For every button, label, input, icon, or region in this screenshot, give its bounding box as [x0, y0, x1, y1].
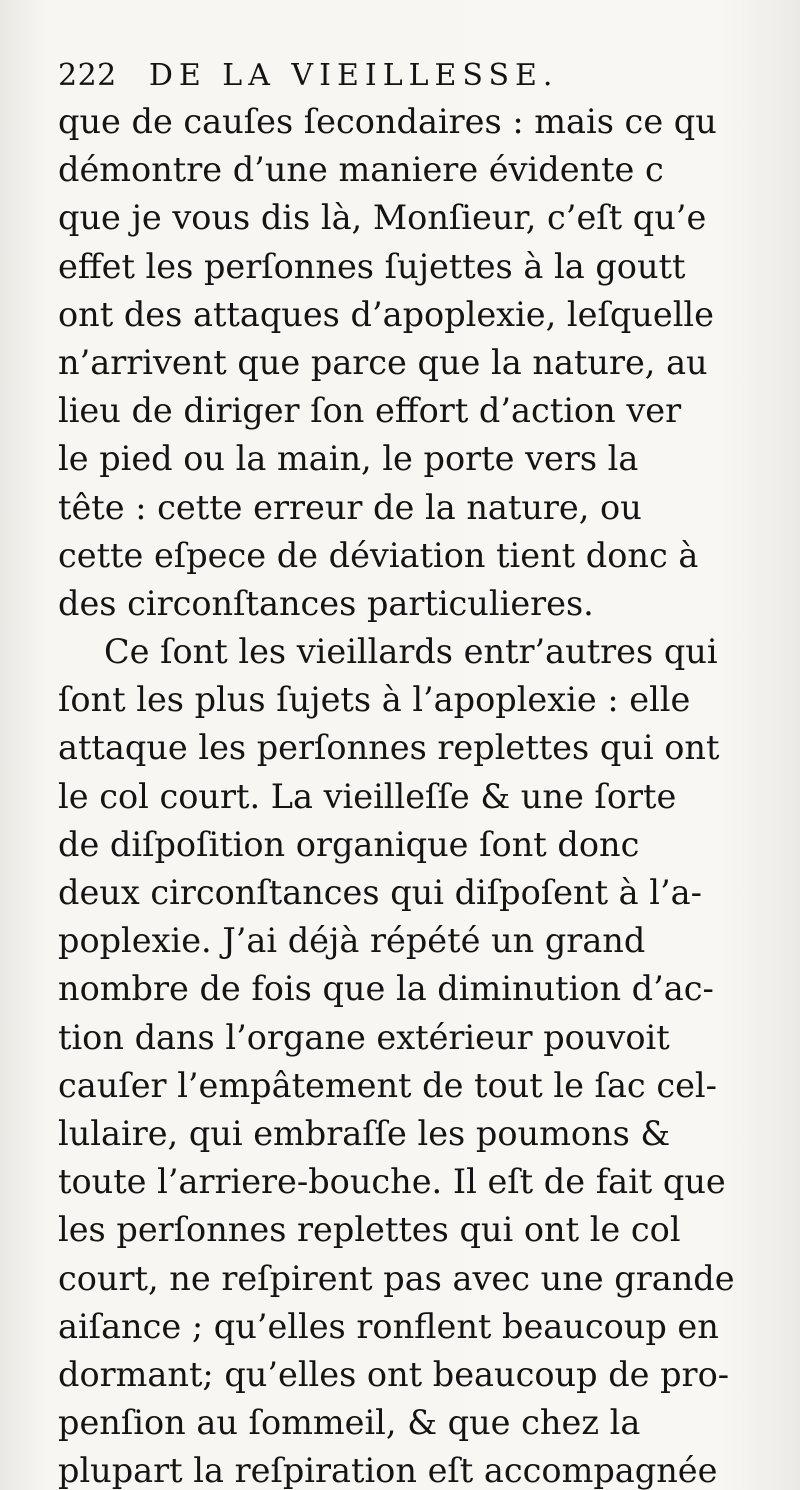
text-line: de diſpoſition organique ſont donc	[58, 824, 640, 864]
text-line: lulaire, qui embraſſe les poumons &	[58, 1113, 671, 1153]
text-line: cette eſpece de déviation tient donc à	[58, 535, 699, 575]
text-line: effet les perſonnes ſujettes à la goutt	[58, 246, 686, 286]
text-line: le col court. La vieilleſſe & une ſorte	[58, 776, 677, 816]
text-line: que de cauſes ſecondaires : mais ce qu	[58, 102, 717, 141]
text-line: le pied ou la main, le porte vers la	[58, 439, 639, 479]
text-line: attaque les perſonnes replettes qui ont	[58, 728, 720, 768]
page-header	[58, 56, 758, 96]
page-number: 222	[58, 58, 117, 93]
text-line: poplexie. J’ai déjà répété un grand	[58, 921, 646, 961]
text-line: n’arrivent que parce que la nature, au	[58, 342, 708, 382]
text-line: lieu de diriger ſon effort d’action ver	[58, 391, 682, 431]
text-line: que je vous dis là, Monſieur, c’eſt qu’e	[58, 198, 707, 238]
text-line: deux circonſtances qui diſpoſent à l’a-	[58, 873, 702, 912]
text-line: dormant; qu’elles ont beaucoup de pro-	[58, 1354, 730, 1394]
body-text	[58, 98, 748, 1490]
text-line: tion dans l’organe extérieur pouvoit	[58, 1017, 670, 1057]
text-line: toute l’arriere-bouche. Il eſt de fait que	[58, 1162, 726, 1202]
running-title: DE LA VIEILLESSE.	[148, 58, 559, 93]
text-line: ſont les plus ſujets à l’apoplexie : elle	[58, 680, 691, 720]
text-line: penſion au ſommeil, & que chez la	[58, 1403, 641, 1443]
text-line: ont des attaques d’apoplexie, leſquelle	[58, 294, 714, 334]
text-line: cauſer l’empâtement de tout le ſac cel-	[58, 1065, 717, 1105]
text-line: des circonſtances particulieres.	[58, 583, 594, 623]
text-line: démontre d’une maniere évidente c	[58, 150, 664, 190]
text-line: aiſance ; qu’elles ronflent beaucoup en	[58, 1306, 719, 1346]
text-line: tête : cette erreur de la nature, ou	[58, 487, 642, 527]
text-line: les perſonnes replettes qui ont le col	[58, 1210, 681, 1250]
text-line: plupart la reſpiration eſt accompagnée	[58, 1451, 718, 1490]
paragraph-start-line: Ce ſont les vieillards entr’autres qui	[104, 632, 718, 672]
text-line: court, ne reſpirent pas avec une grande	[58, 1258, 735, 1298]
text-line: nombre de fois que la diminution d’ac-	[58, 969, 714, 1009]
